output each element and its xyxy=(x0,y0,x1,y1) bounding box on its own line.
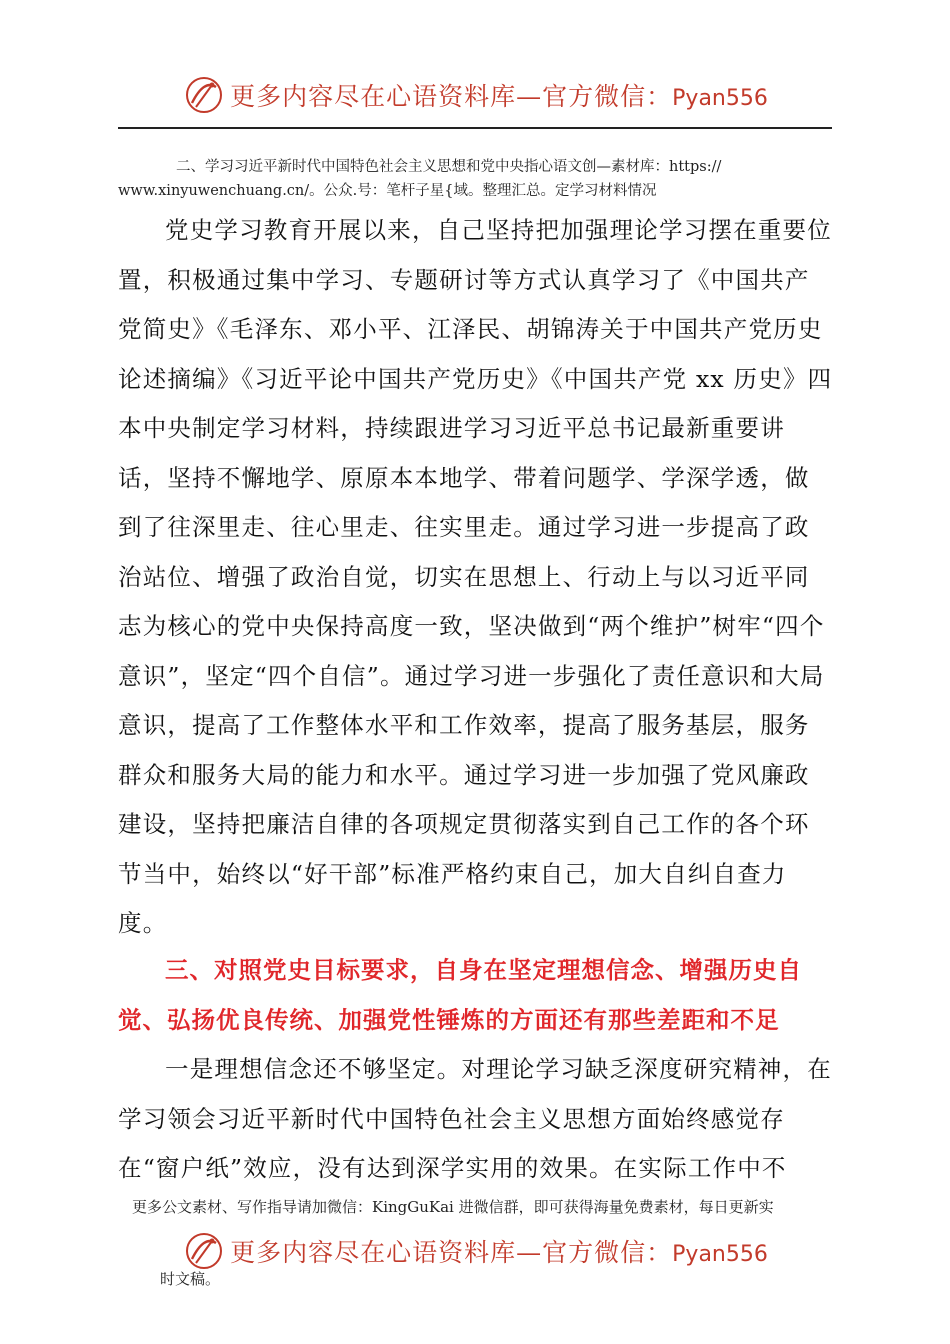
source-note-line-2: www.xinyuwenchuang.cn/。公众.号：笔杆子星{域。整理汇总。定学习材料情况 xyxy=(118,183,657,199)
section-2-body xyxy=(118,206,834,949)
header-divider xyxy=(118,127,832,129)
footer-banner xyxy=(0,1226,950,1276)
footer-banner-text: 更多内容尽在心语资料库—官方微信：Pyan556 xyxy=(230,1238,768,1267)
footer-promo-line-2: 时文稿。 xyxy=(160,1270,221,1288)
section-2-paragraph: 党史学习教育开展以来，自己坚持把加强理论学习摆在重要位置，积极通过集中学习、专题研讨等方式认真学习了《中国共产党简史》《毛泽东、邓小平、江泽民、胡锦涛关于中国共产党历史论述摘编》《习近平论中国共产党历史》《中国共产党 xx 历史》四本中央制定学习材料，持续跟进学习习近平总书记最新重要讲话，坚持不懈地学、原原本本地学、带着问题学、学深学透，做到了往深里走、往心里走、往实里走。通过学习进一步提高了政治站位、增强了政治自觉，切实在思想上、行动上与以习近平同志为核心的党中央保持高度一致，坚决做到“两个维护”树牢“四个意识”，坚定“四个自信”。通过学习进一步强化了责任意识和大局意识，提高了工作整体水平和工作效率，提高了服务基层，服务群众和服务大局的能力和水平。通过学习进一步加强了党风廉政建设，坚持把廉洁自律的各项规定贯彻落实到自己工作的各个环节当中，始终以“好干部”标准严格约束自己，加大自纠自查力度。 xyxy=(118,216,833,937)
footer-brand-logo-icon xyxy=(182,1229,226,1273)
section-3-paragraph: 一是理想信念还不够坚定。对理论学习缺乏深度研究精神，在学习领会习近平新时代中国特色社会主义思想方面始终感觉存在“窗户纸”效应，没有达到深学实用的效果。在实际工作中不 xyxy=(118,1055,832,1182)
header-banner xyxy=(0,70,950,120)
section-3-heading: 三、对照党史目标要求，自身在坚定理想信念、增强历史自觉、弘扬优良传统、加强党性锤炼的方面还有那些差距和不足 xyxy=(118,956,802,1034)
source-note xyxy=(118,155,832,203)
header-banner-text: 更多内容尽在心语资料库—官方微信：Pyan556 xyxy=(230,82,768,111)
brand-logo-icon xyxy=(182,73,226,117)
footer-promo-line-1: 更多公文素材、写作指导请加微信：KingGuKai 进微信群，即可获得海量免费素材，每日更新实 xyxy=(132,1198,774,1216)
section-3-body xyxy=(118,1045,834,1194)
source-note-line-1: 二、学习习近平新时代中国特色社会主义思想和党中央指心语文创—素材库：https:// xyxy=(176,159,722,175)
